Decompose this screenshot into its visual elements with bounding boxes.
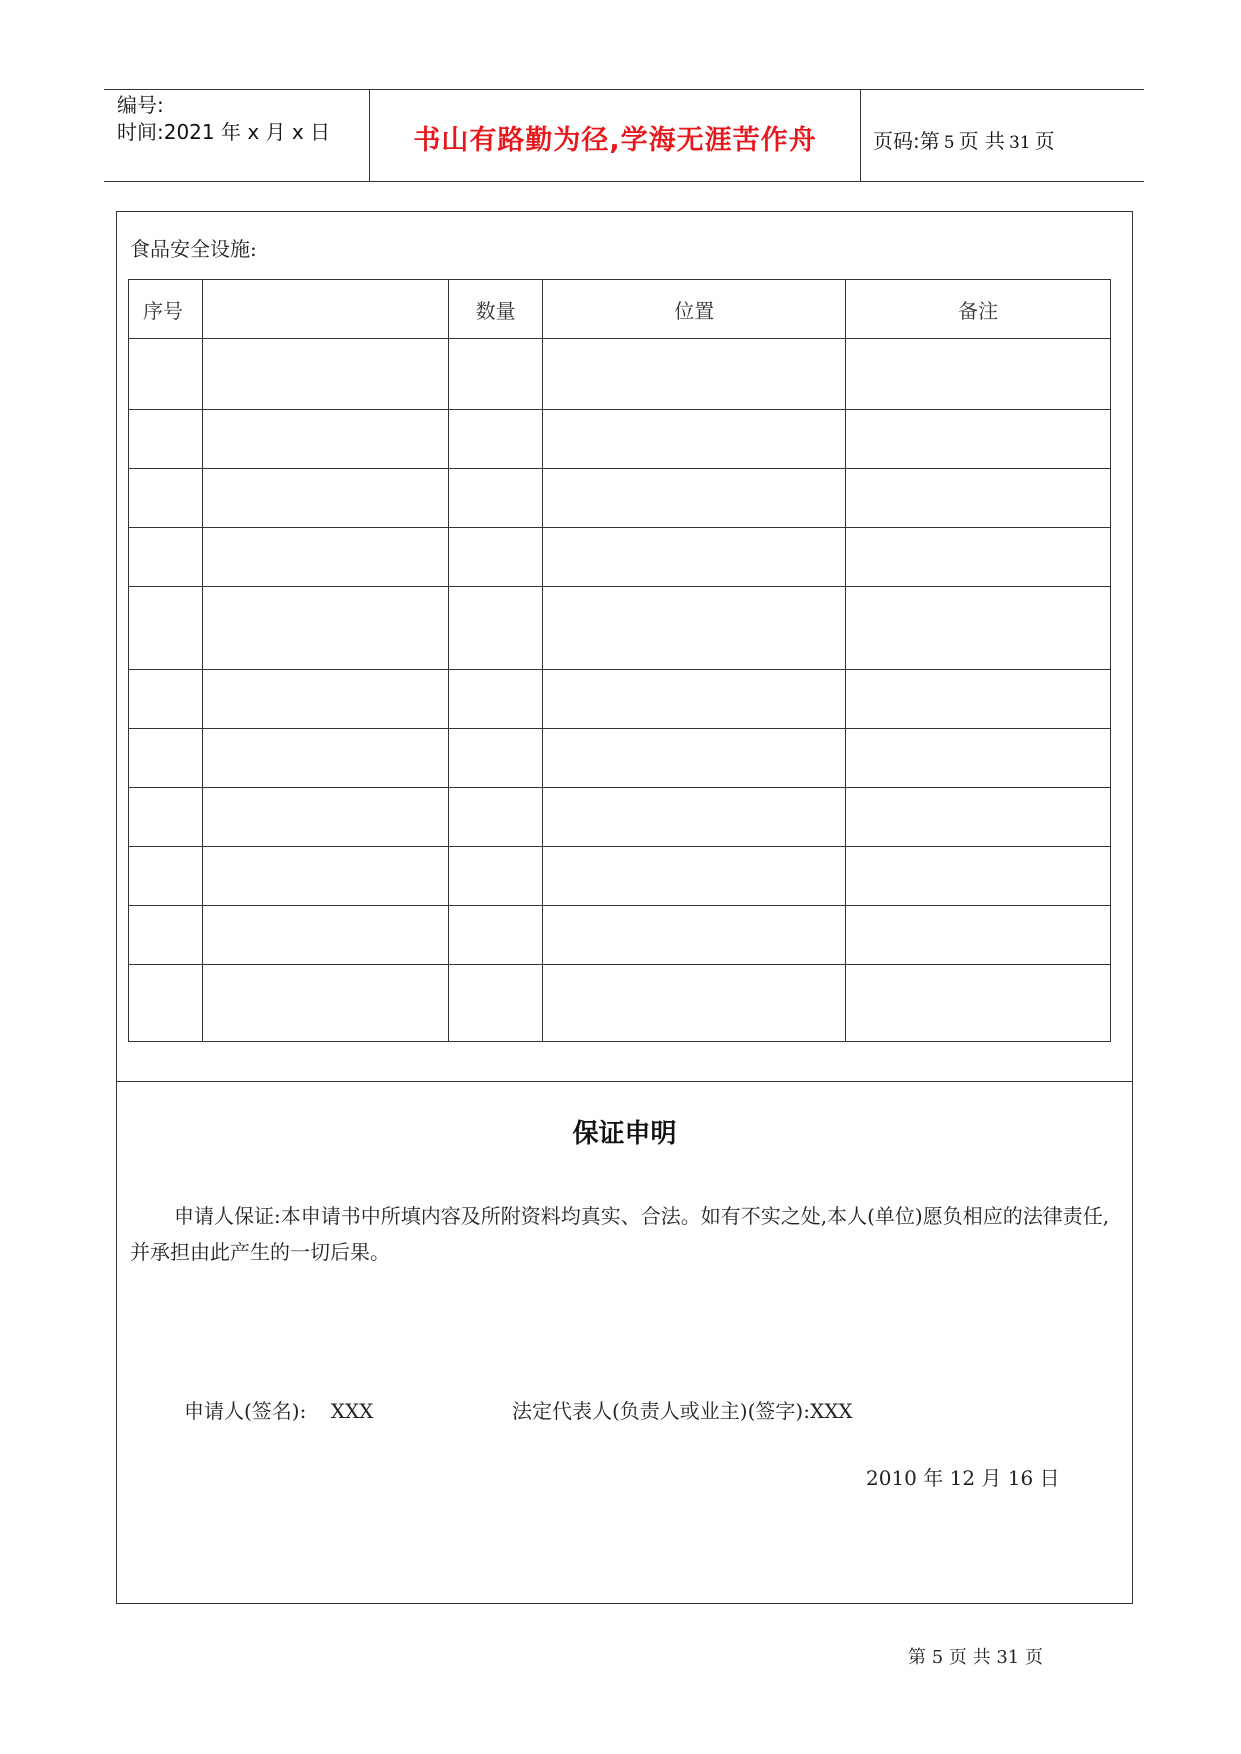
table-row — [129, 469, 1111, 528]
column-header-name — [203, 280, 449, 339]
table-row — [129, 528, 1111, 587]
table-cell[interactable] — [846, 469, 1111, 528]
table-cell[interactable] — [543, 339, 846, 410]
table-cell[interactable] — [846, 410, 1111, 469]
guarantee-title: 保证申明 — [572, 1119, 677, 1149]
table-cell[interactable] — [129, 729, 203, 788]
table-cell[interactable] — [846, 847, 1111, 906]
table-cell[interactable] — [448, 729, 542, 788]
table-row — [129, 410, 1111, 469]
page-prefix: 页码:第 — [873, 129, 940, 153]
table-cell[interactable] — [543, 729, 846, 788]
table-cell[interactable] — [129, 469, 203, 528]
table-cell[interactable] — [129, 847, 203, 906]
table-row — [129, 847, 1111, 906]
applicant-label: 申请人(签名): — [184, 1399, 307, 1423]
table-cell[interactable] — [543, 587, 846, 670]
table-cell[interactable] — [129, 587, 203, 670]
table-row — [129, 965, 1111, 1042]
table-cell[interactable] — [448, 670, 542, 729]
document-time: 时间:2021 年 x 月 x 日 — [117, 120, 331, 144]
page-total: 31 — [1008, 133, 1031, 153]
table-cell[interactable] — [543, 788, 846, 847]
table-cell[interactable] — [203, 965, 449, 1042]
legal-rep-value: XXX — [809, 1399, 853, 1423]
document-number-label: 编号: — [117, 93, 164, 117]
column-header-quantity: 数量 — [448, 280, 542, 339]
table-row — [129, 670, 1111, 729]
table-cell[interactable] — [543, 847, 846, 906]
table-cell[interactable] — [203, 906, 449, 965]
table-cell[interactable] — [129, 670, 203, 729]
table-cell[interactable] — [129, 965, 203, 1042]
table-cell[interactable] — [448, 469, 542, 528]
header-divider-right — [860, 89, 861, 182]
column-header-location: 位置 — [543, 280, 846, 339]
header-bottom-rule — [104, 181, 1144, 182]
table-cell[interactable] — [543, 670, 846, 729]
table-cell[interactable] — [543, 528, 846, 587]
header-motto: 书山有路勤为径,学海无涯苦作舟 — [413, 125, 817, 156]
table-cell[interactable] — [448, 410, 542, 469]
table-cell[interactable] — [543, 906, 846, 965]
legal-rep-signature — [512, 1395, 853, 1424]
table-cell[interactable] — [846, 729, 1111, 788]
column-header-index: 序号 — [129, 280, 203, 339]
table-cell[interactable] — [129, 339, 203, 410]
table-cell[interactable] — [203, 469, 449, 528]
table-cell[interactable] — [846, 587, 1111, 670]
table-cell[interactable] — [448, 788, 542, 847]
page-footer: 第 5 页 共 31 页 — [908, 1647, 1043, 1668]
signature-date: 2010 年 12 月 16 日 — [866, 1466, 1060, 1490]
table-cell[interactable] — [543, 469, 846, 528]
table-cell[interactable] — [846, 670, 1111, 729]
table-cell[interactable] — [203, 788, 449, 847]
table-cell[interactable] — [846, 906, 1111, 965]
guarantee-statement: 申请人保证:本申请书中所填内容及所附资料均真实、合法。如有不实之处,本人(单位)愿负相应的法律责任,并承担由此产生的一切后果。 — [130, 1204, 1110, 1264]
page-suffix: 页 — [1034, 129, 1055, 153]
table-cell[interactable] — [846, 528, 1111, 587]
table-cell[interactable] — [129, 410, 203, 469]
table-cell[interactable] — [203, 528, 449, 587]
table-cell[interactable] — [846, 965, 1111, 1042]
table-row — [129, 339, 1111, 410]
applicant-signature — [184, 1395, 373, 1424]
table-cell[interactable] — [203, 587, 449, 670]
table-row — [129, 788, 1111, 847]
table-cell[interactable] — [129, 906, 203, 965]
column-header-remarks: 备注 — [846, 280, 1111, 339]
table-cell[interactable] — [448, 906, 542, 965]
applicant-value: XXX — [330, 1399, 374, 1423]
table-cell[interactable] — [846, 339, 1111, 410]
form-section-divider — [116, 1081, 1133, 1082]
page-mid: 页 共 — [958, 129, 1005, 153]
facilities-table — [128, 279, 1111, 1042]
table-cell[interactable] — [448, 587, 542, 670]
table-cell[interactable] — [846, 788, 1111, 847]
table-header-row — [129, 280, 1111, 339]
legal-rep-label: 法定代表人(负责人或业主)(签字): — [512, 1399, 810, 1423]
food-safety-facilities-label: 食品安全设施: — [130, 237, 257, 261]
table-cell[interactable] — [203, 670, 449, 729]
table-cell[interactable] — [543, 410, 846, 469]
table-cell[interactable] — [448, 965, 542, 1042]
table-cell[interactable] — [129, 528, 203, 587]
table-cell[interactable] — [543, 965, 846, 1042]
table-cell[interactable] — [203, 847, 449, 906]
table-cell[interactable] — [203, 339, 449, 410]
table-row — [129, 906, 1111, 965]
table-row — [129, 729, 1111, 788]
table-row — [129, 587, 1111, 670]
table-cell[interactable] — [448, 339, 542, 410]
table-cell[interactable] — [448, 528, 542, 587]
header-meta — [117, 92, 330, 146]
table-cell[interactable] — [129, 788, 203, 847]
header-page-indicator — [873, 125, 1055, 154]
table-cell[interactable] — [203, 410, 449, 469]
table-cell[interactable] — [203, 729, 449, 788]
page-current: 5 — [943, 133, 955, 153]
header-top-rule — [104, 89, 1144, 90]
table-cell[interactable] — [448, 847, 542, 906]
